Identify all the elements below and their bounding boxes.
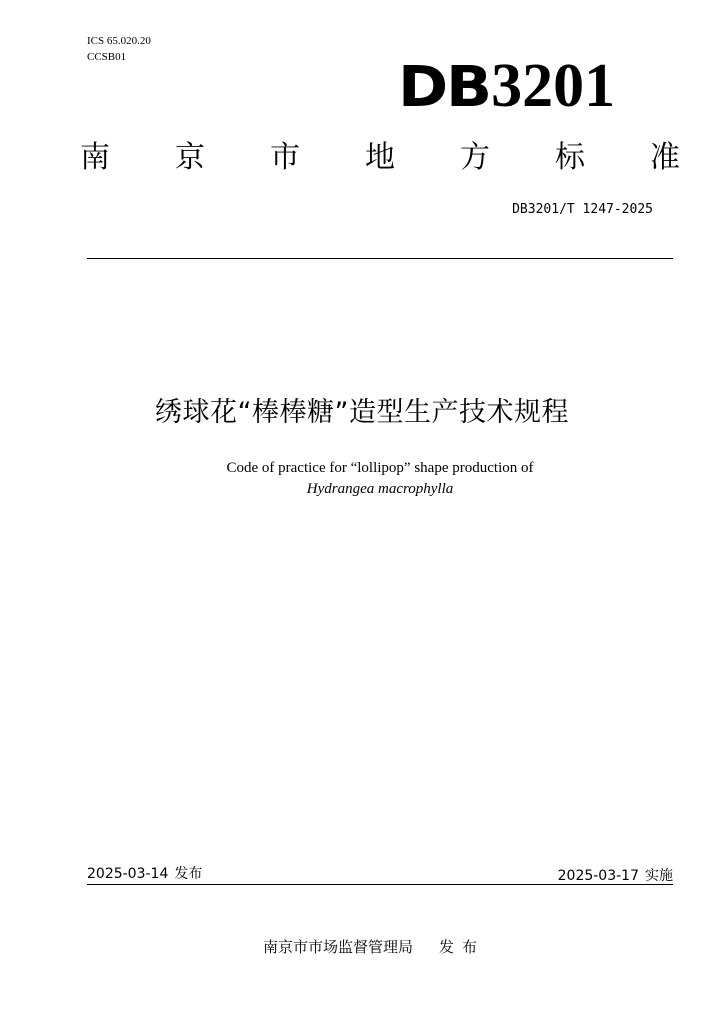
classification-codes	[87, 33, 151, 65]
issue-date-block	[87, 863, 202, 883]
title-english-latin-name: Hydrangea macrophylla	[306, 481, 454, 497]
implementation-date-block	[558, 865, 673, 885]
title-chinese: 绣球花“棒棒糖”造型生产技术规程	[155, 397, 569, 428]
standard-type-char: 南	[80, 140, 110, 175]
standard-type-char: 准	[650, 140, 680, 175]
ccs-code: CCSB01	[87, 51, 127, 63]
title-english	[0, 458, 724, 499]
db-region-number: 3201	[491, 52, 616, 120]
standard-type-char: 地	[365, 140, 395, 175]
standard-type-char: 标	[555, 140, 585, 175]
issuer-name: 南京市市场监督管理局	[262, 938, 413, 956]
implementation-label: 实施	[645, 868, 673, 884]
db-prefix: DB	[398, 55, 490, 120]
standard-type-char: 方	[460, 140, 490, 175]
title-english-line1: Code of practice for “lollipop” shape production of	[226, 460, 534, 476]
header-divider	[87, 258, 673, 259]
implementation-date: 2025-03-17	[557, 868, 639, 884]
ics-code: ICS 65.020.20	[87, 35, 151, 47]
issuer-action: 发布	[439, 938, 486, 956]
standard-code-mark	[398, 52, 616, 120]
standard-type-char: 京	[175, 140, 205, 175]
standard-type-char: 市	[270, 140, 300, 175]
footer-divider	[87, 884, 673, 885]
standard-type	[80, 138, 680, 178]
standard-number: DB3201/T 1247-2025	[512, 202, 653, 217]
issue-label: 发布	[174, 866, 203, 882]
issue-date: 2025-03-14	[87, 866, 169, 882]
issuer-block	[0, 936, 724, 957]
